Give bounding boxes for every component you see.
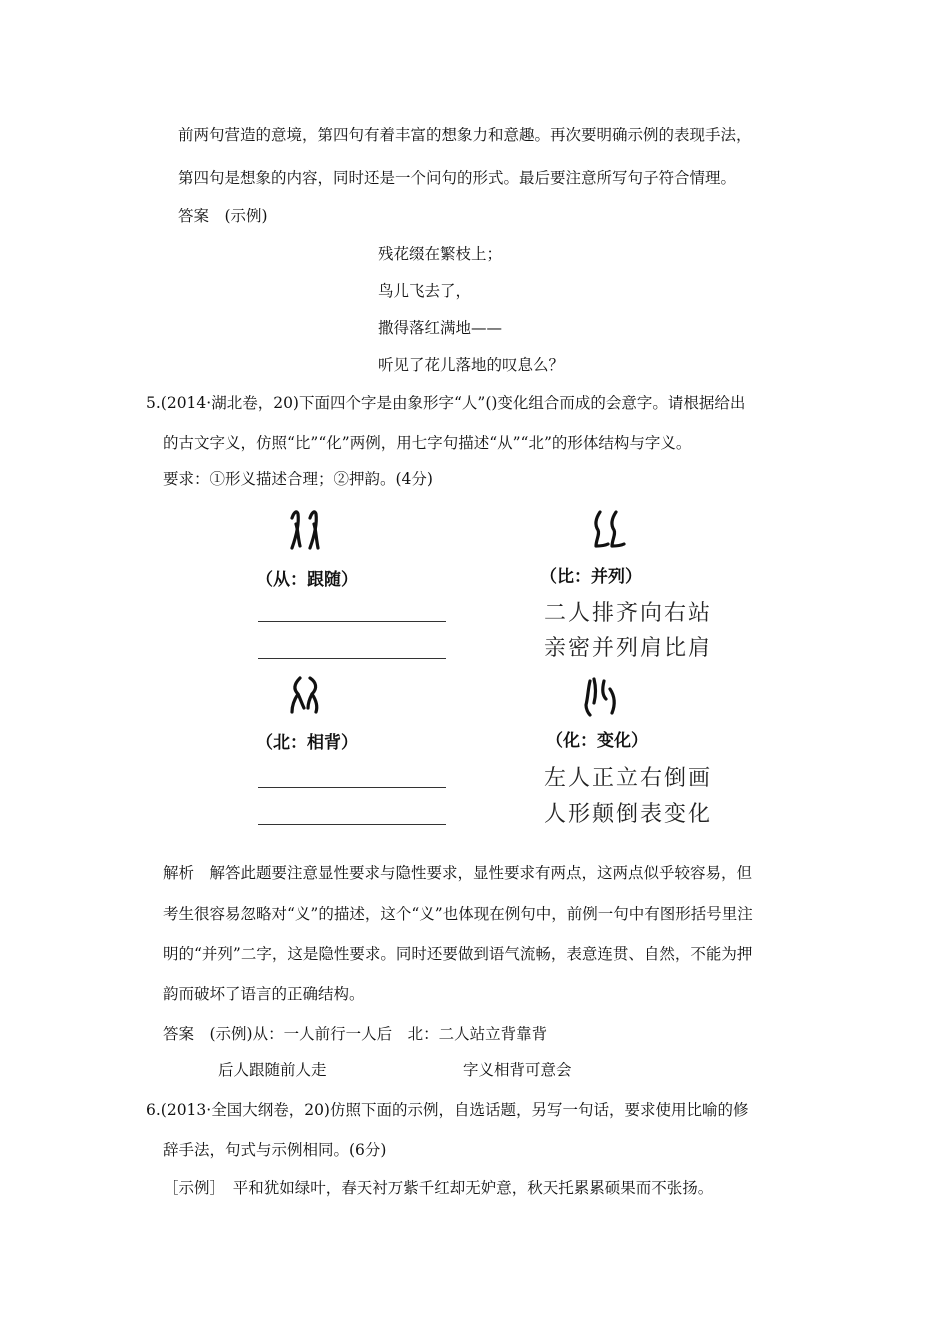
example-verse: 左人正立右倒画 bbox=[544, 766, 713, 791]
analysis-line: 明的“并列”二字，这是隐性要求。同时还要做到语气流畅，表意连贯、自然，不能为押 bbox=[163, 945, 753, 963]
question-6-example: ［示例］ 平和犹如绿叶，春天衬万紫千红却无妒意，秋天托累累硕果而不张扬。 bbox=[163, 1179, 714, 1197]
analysis-line: 前两句营造的意境，第四句有着丰富的想象力和意趣。再次要明确示例的表现手法， bbox=[178, 126, 752, 144]
ancient-bei-icon bbox=[286, 672, 326, 716]
answer-blank-line bbox=[258, 621, 446, 622]
question-5-requirement: 要求：①形义描述合理；②押韵。(4分) bbox=[163, 470, 433, 488]
analysis-line: 解析 解答此题要注意显性要求与隐性要求，显性要求有两点，这两点似乎较容易，但 bbox=[163, 864, 753, 882]
poem-line: 听见了花儿落地的叹息么？ bbox=[378, 356, 565, 374]
question-6-line: 6.(2013·全国大纲卷，20)仿照下面的示例，自选话题，另写一句话，要求使用比喻的修 bbox=[146, 1101, 749, 1119]
figure-caption-bi: （比：并列） bbox=[540, 567, 642, 587]
answer-line: 答案 (示例)从：一人前行一人后 北：二人站立背靠背 bbox=[163, 1025, 548, 1043]
analysis-line: 考生很容易忽略对“义”的描述，这个“义”也体现在例句中，前例一句中有图形括号里注 bbox=[163, 905, 753, 923]
analysis-line: 韵而破坏了语言的正确结构。 bbox=[163, 985, 365, 1003]
answer-label: 答案 (示例) bbox=[178, 207, 268, 225]
ancient-bi-icon bbox=[590, 508, 630, 552]
figure-caption-bei: （北：相背） bbox=[256, 733, 358, 753]
answer-line: 字义相背可意会 bbox=[463, 1061, 572, 1079]
question-5-line: 5.(2014·湖北卷，20)下面四个字是由象形字“人”()变化组合而成的会意字。请根据给出 bbox=[146, 394, 746, 412]
poem-line: 残花缀在繁枝上； bbox=[378, 245, 503, 263]
figure-caption-hua: （化：变化） bbox=[546, 731, 648, 751]
example-verse: 人形颠倒表变化 bbox=[544, 802, 713, 827]
ancient-cong-icon bbox=[286, 508, 326, 552]
question-5-line: 的古文字义，仿照“比”“化”两例，用七字句描述“从”“北”的形体结构与字义。 bbox=[163, 434, 692, 452]
question-6-line: 辞手法，句式与示例相同。(6分) bbox=[163, 1141, 387, 1159]
poem-line: 撒得落红满地—— bbox=[378, 319, 503, 337]
figure-caption-cong: （从：跟随） bbox=[256, 570, 358, 590]
example-verse: 二人排齐向右站 bbox=[544, 601, 713, 626]
answer-blank-line bbox=[258, 787, 446, 788]
answer-blank-line bbox=[258, 658, 446, 659]
answer-blank-line bbox=[258, 824, 446, 825]
poem-line: 鸟儿飞去了， bbox=[378, 282, 472, 300]
answer-line: 后人跟随前人走 bbox=[218, 1061, 327, 1079]
analysis-line: 第四句是想象的内容，同时还是一个问句的形式。最后要注意所写句子符合情理。 bbox=[178, 169, 737, 187]
example-verse: 亲密并列肩比肩 bbox=[544, 636, 713, 661]
ancient-hua-icon bbox=[580, 675, 624, 719]
